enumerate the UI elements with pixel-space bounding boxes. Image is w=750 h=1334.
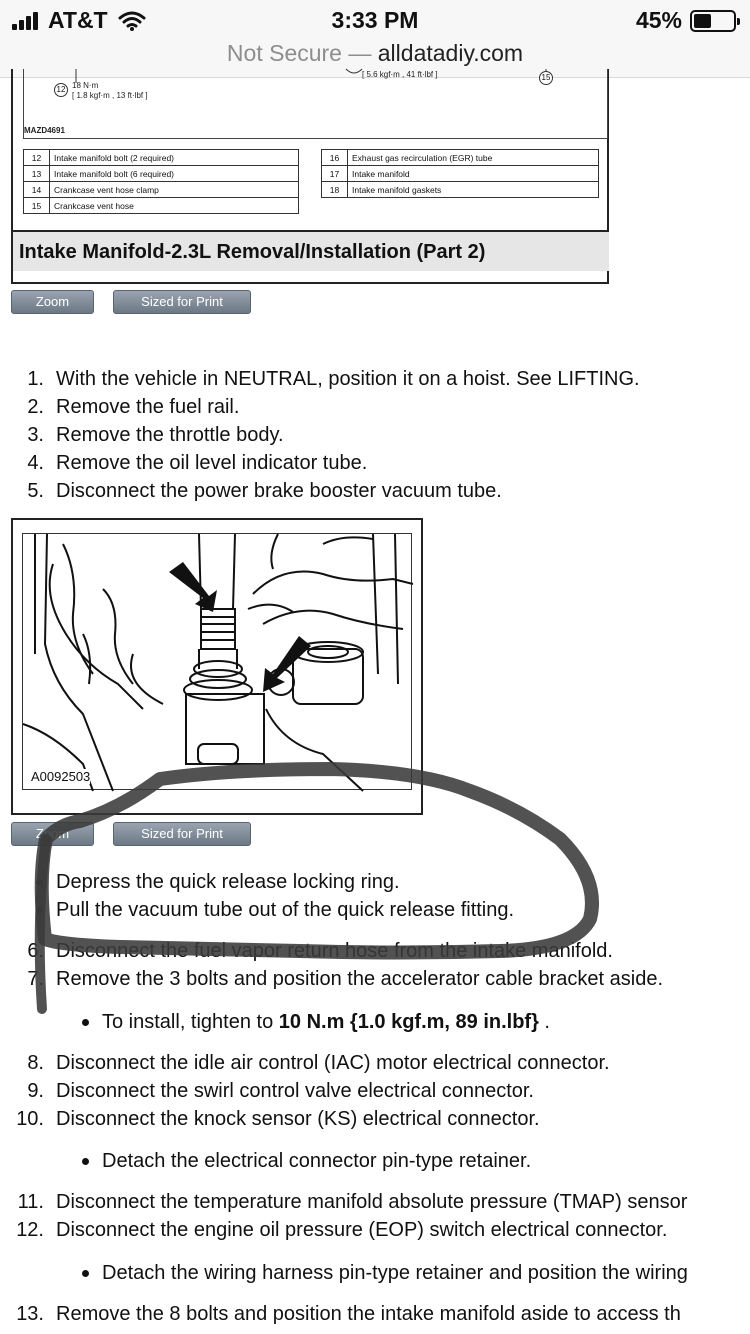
step-item bbox=[0, 421, 640, 449]
steps-list-11-12 bbox=[0, 1188, 687, 1244]
substeps-vacuum-tube bbox=[34, 868, 514, 924]
legend-number: 17 bbox=[322, 166, 348, 182]
figure-top-torque: [ 5.6 kgf·m , 41 ft·lbf ] bbox=[362, 70, 438, 79]
substeps-ks bbox=[80, 1147, 531, 1175]
step-number: 5. bbox=[27, 480, 44, 502]
legend-row bbox=[24, 150, 299, 166]
list-item: Detach the wiring harness pin-type retainer and position the wiring bbox=[80, 1259, 688, 1287]
step-text: Disconnect the engine oil pressure (EOP) switch electrical connector. bbox=[56, 1219, 668, 1241]
legend-number: 14 bbox=[24, 182, 50, 198]
legend-row bbox=[322, 182, 599, 198]
figure-lines bbox=[24, 69, 609, 129]
step-text: Disconnect the idle air control (IAC) motor electrical connector. bbox=[56, 1052, 610, 1074]
legend-text: Intake manifold gaskets bbox=[348, 182, 599, 198]
steps-list-13 bbox=[0, 1300, 681, 1328]
step-item bbox=[0, 937, 663, 965]
legend-number: 12 bbox=[24, 150, 50, 166]
step-number: 9. bbox=[27, 1080, 44, 1102]
security-label: Not Secure bbox=[226, 40, 342, 66]
step-number: 4. bbox=[27, 452, 44, 474]
legend-row bbox=[322, 166, 599, 182]
step-text: Disconnect the temperature manifold absolute pressure (TMAP) sensor bbox=[56, 1191, 688, 1213]
step-text: Disconnect the fuel vapor return hose from the intake manifold. bbox=[56, 940, 613, 962]
step-text: With the vehicle in NEUTRAL, position it on a hoist. See LIFTING. bbox=[56, 368, 640, 390]
legend-table-right bbox=[321, 149, 599, 198]
sized-for-print-button-2[interactable]: Sized for Print bbox=[113, 822, 251, 846]
legend-number: 18 bbox=[322, 182, 348, 198]
step-number: 13. bbox=[16, 1303, 44, 1325]
torque-value: 10 N.m {1.0 kgf.m, 89 in.lbf} bbox=[278, 1011, 539, 1033]
figure-id: MAZD4691 bbox=[24, 126, 65, 135]
legend-row bbox=[24, 166, 299, 182]
status-bar bbox=[0, 0, 750, 40]
legend-number: 13 bbox=[24, 166, 50, 182]
callout-12: 12 bbox=[54, 83, 68, 97]
figure-id-2: A0092503 bbox=[31, 769, 91, 784]
list-item: Pull the vacuum tube out of the quick release fitting. bbox=[34, 896, 514, 924]
legend-row bbox=[322, 150, 599, 166]
step-item bbox=[0, 1077, 610, 1105]
legend-table-left bbox=[23, 149, 299, 214]
step-number: 6. bbox=[27, 940, 44, 962]
step-number: 3. bbox=[27, 424, 44, 446]
list-item bbox=[80, 1008, 550, 1036]
battery-icon bbox=[690, 10, 736, 32]
legend-text: Crankcase vent hose clamp bbox=[50, 182, 299, 198]
step-item bbox=[0, 1188, 687, 1216]
substeps-wiring bbox=[80, 1259, 688, 1287]
step-number: 7. bbox=[27, 968, 44, 990]
vacuum-tube-illustration bbox=[23, 534, 413, 791]
step-number: 12. bbox=[16, 1219, 44, 1241]
zoom-button[interactable]: Zoom bbox=[11, 290, 94, 314]
step-item bbox=[0, 1216, 687, 1244]
figure-caption: Intake Manifold-2.3L Removal/Installation (Part 2) bbox=[13, 230, 609, 271]
step-number: 1. bbox=[27, 368, 44, 390]
url-separator: — bbox=[348, 40, 372, 66]
legend-text: Intake manifold bolt (6 required) bbox=[50, 166, 299, 182]
step-item bbox=[0, 1105, 610, 1133]
callout-12-torque: 18 N·m bbox=[72, 81, 99, 90]
carrier-name: AT&T bbox=[48, 7, 108, 33]
callout-15: 15 bbox=[539, 71, 553, 85]
legend-row bbox=[24, 198, 299, 214]
step-item bbox=[0, 365, 640, 393]
figure-drawing-area bbox=[23, 69, 608, 139]
url-domain: alldatadiy.com bbox=[377, 40, 524, 66]
torque-suffix: . bbox=[538, 1011, 550, 1033]
clock: 3:33 PM bbox=[331, 7, 419, 33]
legend-number: 16 bbox=[322, 150, 348, 166]
torque-prefix: To install, tighten to bbox=[102, 1011, 279, 1033]
step-number: 8. bbox=[27, 1052, 44, 1074]
legend-text: Exhaust gas recirculation (EGR) tube bbox=[348, 150, 599, 166]
figure-vacuum-tube-drawing bbox=[22, 533, 412, 790]
steps-list-1-5 bbox=[0, 365, 640, 505]
step-item bbox=[0, 965, 663, 993]
figure-vacuum-tube[interactable] bbox=[11, 518, 423, 815]
step-text: Remove the oil level indicator tube. bbox=[56, 452, 368, 474]
step-text: Disconnect the knock sensor (KS) electrical connector. bbox=[56, 1108, 540, 1130]
step-number: 11. bbox=[17, 1191, 44, 1213]
step-text: Remove the throttle body. bbox=[56, 424, 284, 446]
steps-list-8-10 bbox=[0, 1049, 610, 1133]
legend-text: Crankcase vent hose bbox=[50, 198, 299, 214]
legend-number: 15 bbox=[24, 198, 50, 214]
steps-list-6-7 bbox=[0, 937, 663, 993]
zoom-button-2[interactable]: Zoom bbox=[11, 822, 94, 846]
step-text: Remove the fuel rail. bbox=[56, 396, 240, 418]
step-item bbox=[0, 1300, 681, 1328]
legend-text: Intake manifold bolt (2 required) bbox=[50, 150, 299, 166]
legend-row bbox=[24, 182, 299, 198]
substeps-torque bbox=[80, 1008, 550, 1036]
step-number: 2. bbox=[27, 396, 44, 418]
step-text: Disconnect the power brake booster vacuum tube. bbox=[56, 480, 502, 502]
battery-percent: 45% bbox=[635, 7, 682, 33]
list-item: Detach the electrical connector pin-type retainer. bbox=[80, 1147, 531, 1175]
step-text: Remove the 3 bolts and position the accelerator cable bracket aside. bbox=[56, 968, 664, 990]
sized-for-print-button[interactable]: Sized for Print bbox=[113, 290, 251, 314]
step-item bbox=[0, 393, 640, 421]
step-item bbox=[0, 1049, 610, 1077]
status-right bbox=[636, 7, 736, 34]
legend-text: Intake manifold bbox=[348, 166, 599, 182]
step-text: Remove the 8 bolts and position the intake manifold aside to access th bbox=[56, 1303, 681, 1325]
figure-intake-manifold bbox=[11, 69, 609, 284]
step-number: 10. bbox=[16, 1108, 44, 1130]
callout-12-torque-alt: [ 1.8 kgf·m , 13 ft·lbf ] bbox=[72, 91, 148, 100]
page-content bbox=[0, 70, 750, 1334]
step-text: Disconnect the swirl control valve electrical connector. bbox=[56, 1080, 534, 1102]
step-item bbox=[0, 477, 640, 505]
list-item: Depress the quick release locking ring. bbox=[34, 868, 514, 896]
step-item bbox=[0, 449, 640, 477]
